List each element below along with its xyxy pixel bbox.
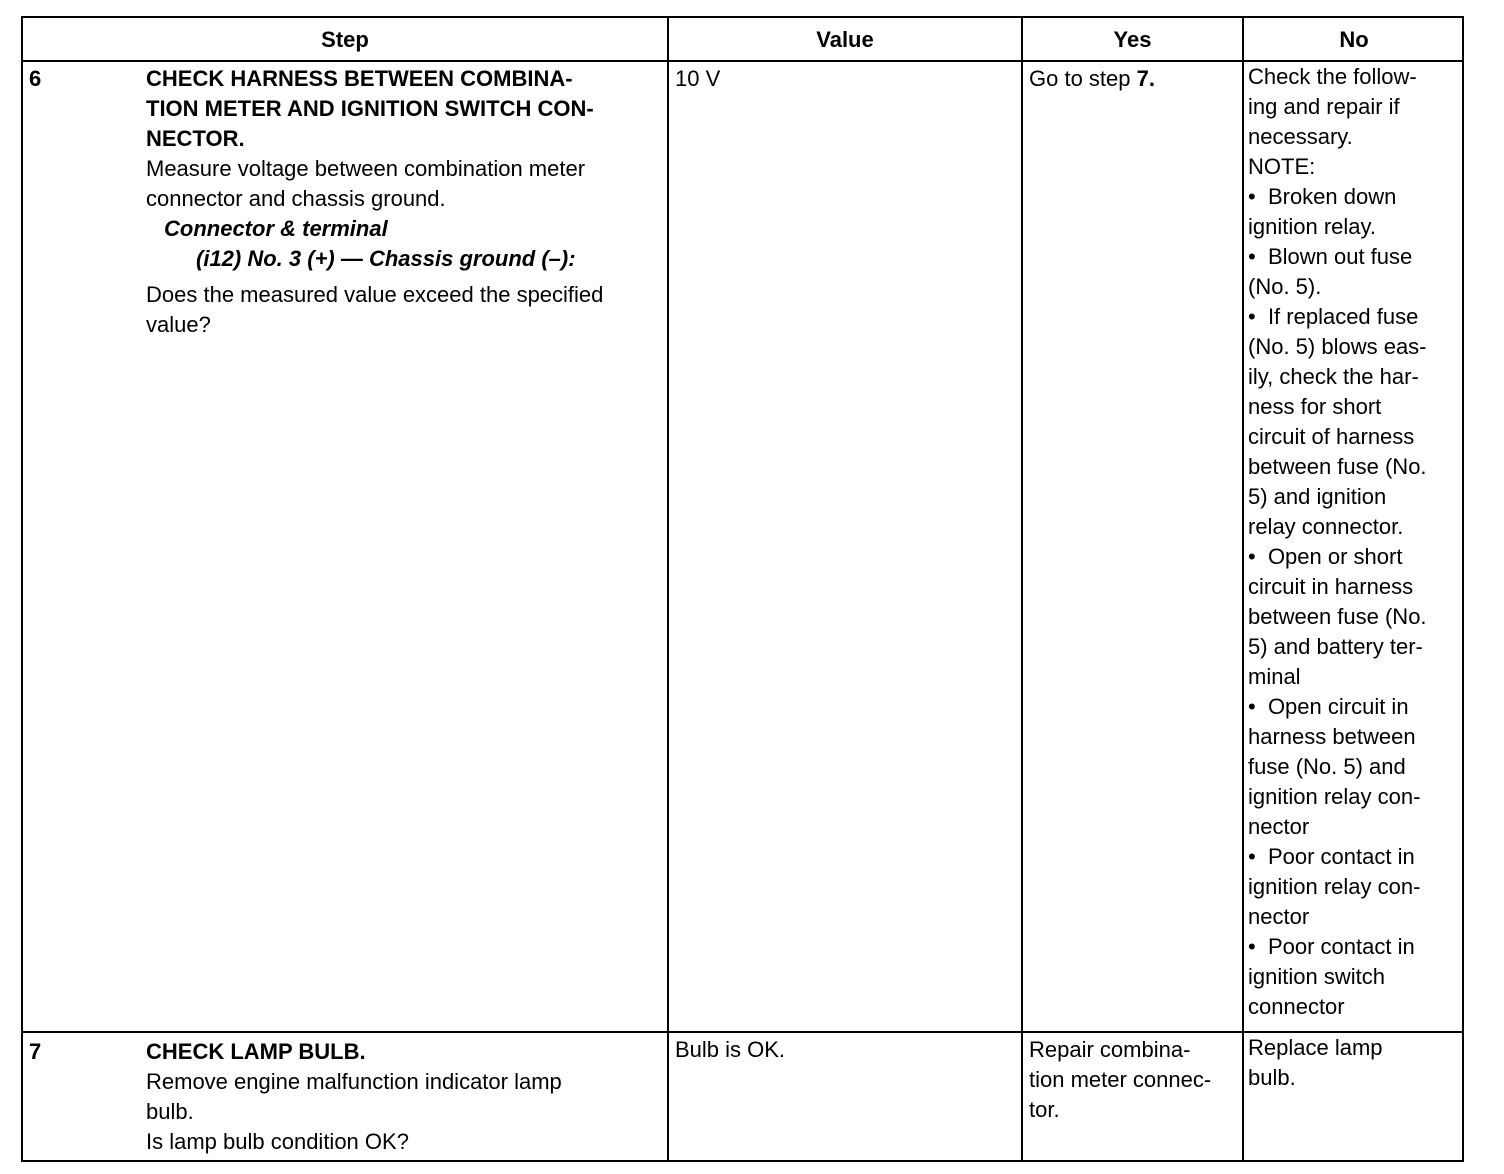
yes-text: tion meter connec- bbox=[1029, 1067, 1212, 1092]
step-description: bulb. bbox=[146, 1099, 194, 1124]
step-number: 7 bbox=[29, 1039, 42, 1064]
no-cell bbox=[1248, 1033, 1462, 1093]
yes-text: tor. bbox=[1029, 1097, 1060, 1122]
note-item: ignition relay con- bbox=[1248, 784, 1421, 809]
no-text: Replace lamp bbox=[1248, 1035, 1383, 1060]
no-text: bulb. bbox=[1248, 1065, 1296, 1090]
header-step: Step bbox=[321, 27, 369, 52]
no-text: necessary. bbox=[1248, 124, 1353, 149]
column-divider bbox=[1021, 18, 1023, 1160]
note-item: fuse (No. 5) and bbox=[1248, 754, 1406, 779]
value-cell: Bulb is OK. bbox=[675, 1037, 786, 1062]
step-question: value? bbox=[146, 312, 211, 337]
step-content bbox=[146, 64, 664, 340]
yes-step-ref: 7. bbox=[1136, 66, 1155, 91]
step-title: CHECK LAMP BULB. bbox=[146, 1039, 366, 1064]
step-description: Measure voltage between combination meter bbox=[146, 156, 586, 181]
note-label: NOTE: bbox=[1248, 154, 1316, 179]
note-item: ignition relay. bbox=[1248, 214, 1376, 239]
note-item: connector bbox=[1248, 994, 1345, 1019]
no-text: Check the follow- bbox=[1248, 64, 1417, 89]
note-item: (No. 5). bbox=[1248, 274, 1322, 299]
diagnostic-table bbox=[21, 16, 1464, 1162]
column-divider bbox=[1242, 18, 1244, 1160]
note-item: circuit of harness bbox=[1248, 424, 1415, 449]
column-divider bbox=[667, 18, 669, 1160]
yes-cell bbox=[1029, 1035, 1239, 1125]
yes-cell bbox=[1029, 64, 1239, 94]
note-item: harness between bbox=[1248, 724, 1416, 749]
note-item: 5) and ignition bbox=[1248, 484, 1387, 509]
note-item: nector bbox=[1248, 814, 1310, 839]
note-item: circuit in harness bbox=[1248, 574, 1414, 599]
note-item: ness for short bbox=[1248, 394, 1382, 419]
connector-label: Connector & terminal bbox=[164, 216, 388, 241]
note-item: ily, check the har- bbox=[1248, 364, 1419, 389]
yes-text: Go to step bbox=[1029, 66, 1137, 91]
yes-text: Repair combina- bbox=[1029, 1037, 1191, 1062]
value-cell: 10 V bbox=[675, 66, 721, 91]
no-cell bbox=[1248, 62, 1462, 1022]
note-item: • Open or short bbox=[1248, 542, 1462, 572]
note-item: • Blown out fuse bbox=[1248, 242, 1462, 272]
note-item: • Broken down bbox=[1248, 182, 1462, 212]
step-title: CHECK HARNESS BETWEEN COMBINA- bbox=[146, 66, 573, 91]
note-item: relay connector. bbox=[1248, 514, 1404, 539]
header-value: Value bbox=[816, 27, 874, 52]
connector-terminal: (i12) No. 3 (+) — Chassis ground (–): bbox=[196, 246, 576, 271]
step-number: 6 bbox=[29, 66, 42, 91]
note-item: minal bbox=[1248, 664, 1301, 689]
step-title: TION METER AND IGNITION SWITCH CON- bbox=[146, 96, 594, 121]
header-no: No bbox=[1339, 27, 1369, 52]
note-item: between fuse (No. bbox=[1248, 604, 1427, 629]
step-question: Does the measured value exceed the specified bbox=[146, 282, 604, 307]
note-item: • If replaced fuse bbox=[1248, 302, 1462, 332]
note-item: ignition switch bbox=[1248, 964, 1385, 989]
note-item: • Poor contact in bbox=[1248, 932, 1462, 962]
header-yes: Yes bbox=[1113, 27, 1152, 52]
row-divider bbox=[23, 1031, 1462, 1033]
note-item: ignition relay con- bbox=[1248, 874, 1421, 899]
step-description: connector and chassis ground. bbox=[146, 186, 446, 211]
note-item: between fuse (No. bbox=[1248, 454, 1427, 479]
step-content bbox=[146, 1037, 664, 1157]
note-item: nector bbox=[1248, 904, 1310, 929]
step-description: Remove engine malfunction indicator lamp bbox=[146, 1069, 562, 1094]
note-item: 5) and battery ter- bbox=[1248, 634, 1423, 659]
note-item: (No. 5) blows eas- bbox=[1248, 334, 1427, 359]
note-item: • Open circuit in bbox=[1248, 692, 1462, 722]
no-text: ing and repair if bbox=[1248, 94, 1400, 119]
note-item: • Poor contact in bbox=[1248, 842, 1462, 872]
step-question: Is lamp bulb condition OK? bbox=[146, 1129, 409, 1154]
step-title: NECTOR. bbox=[146, 126, 245, 151]
